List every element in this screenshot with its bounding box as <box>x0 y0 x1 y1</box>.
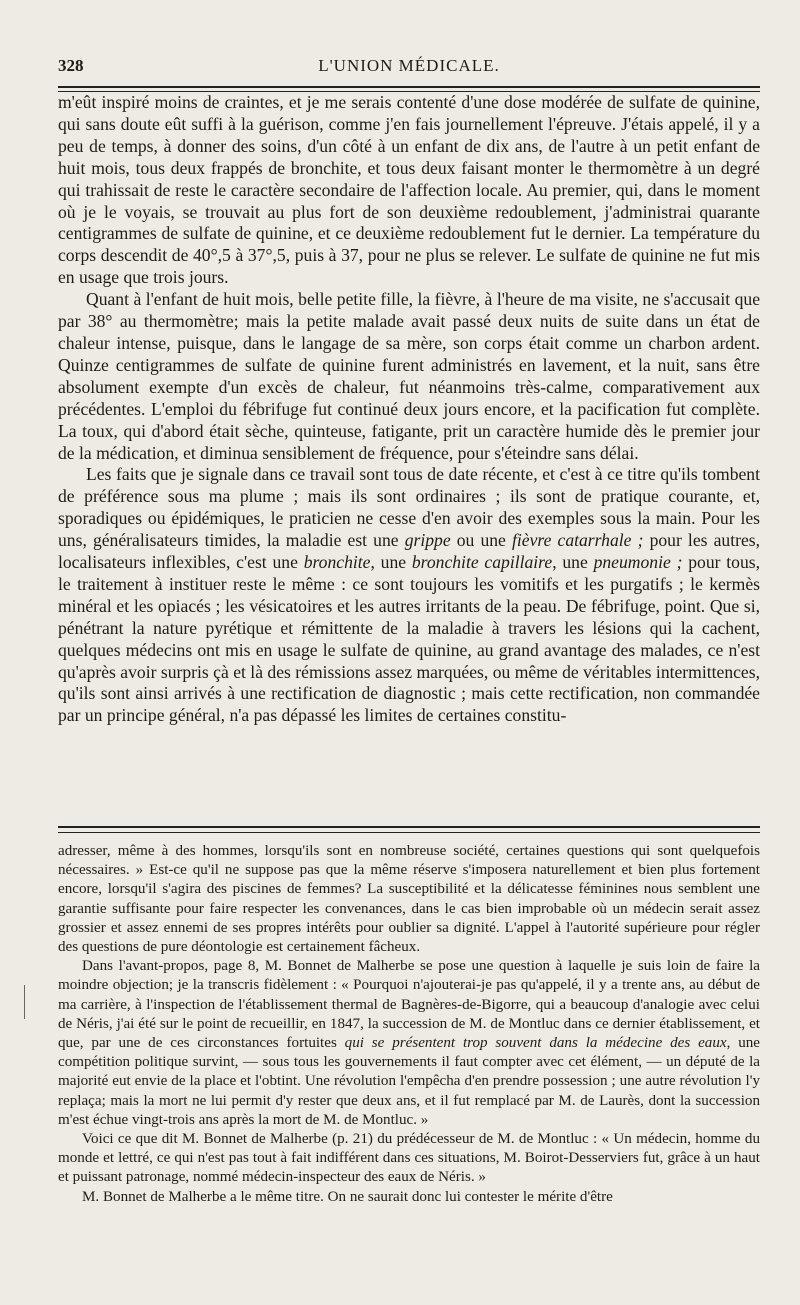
italic-term-bronchite-capillaire: bronchite capillaire <box>411 552 553 573</box>
main-text <box>58 92 760 727</box>
main-paragraph-3 <box>58 464 760 727</box>
italic-quote: qui se présentent trop souvent dans la médecine des eaux <box>344 1035 727 1052</box>
text-run: , une <box>370 552 412 573</box>
text-run: pour les autres, localisateurs inflexibles, c'est une <box>58 530 761 573</box>
main-paragraph-1: m'eût inspiré moins de craintes, et je me serais contenté d'une dose modérée de sulfate de quinine, qui sans doute eût suffi à la guérison, comme j'en fais journellement l'épreuve. J'étais appelé, il y a peu de temps, à donner des soins, d'un côté à un enfant de dix ans, de l'autre à un petit enfant de huit mois, tous deux frappés de bronchite, et tous deux faisant monter le thermomètre à un degré qui trahissait de reste le caractère secondaire de l'affection locale. Au premier, qui, dans le moment où je le voyais, se trouvait au plus fort de son deuxième redoublement, j'administrai quarante centigrammes de sulfate de quinine, et ce deuxième redoublement fut le dernier. La température du corps descendit de 40°,5 à 37°,5, puis à 37, pour ne plus se relever. Le sulfate de quinine ne fut mis en usage que trois jours. <box>58 92 760 288</box>
italic-term-bronchite: bronchite <box>303 552 371 573</box>
text-run: ou une <box>450 530 512 551</box>
text-run: , une compétition politique survint, — sous tous les gouvernements il faut compter avec cet élément, — un député de la majorité eut envie de la place et l'obtint. Une révolution l'empêcha d'en prendre possession ; une autre révolution l'y replaça; mais la mort ne lui permit d'y rester que deux ans, et il fut remplacé par M. de Laurès, dont la succession m'est échue vingt-trois ans après la mort de M. de Montluc. » <box>58 1035 760 1128</box>
main-paragraph-2: Quant à l'enfant de huit mois, belle petite fille, la fièvre, à l'heure de ma visite, ne s'accusait que par 38° au thermomètre; mais la petite malade avait passé deux nuits de suite dans un état de chaleur intense, puisque, dans le langage de sa mère, son corps était comme un charbon ardent. Quinze centigrammes de sulfate de quinine furent administrés en lavement, et la nuit, sans être absolument exempte d'un excès de chaleur, fut néanmoins très-calme, comparativement aux précédentes. L'emploi du fébrifuge fut continué deux jours encore, et la pacification fut complète. La toux, qui d'abord était sèche, quinteuse, fatigante, prit un caractère humide dès le premier jour de la médication, et diminua sensiblement de fréquence, pour s'éteindre sans délai. <box>58 289 760 463</box>
footnote-paragraph-1: adresser, même à des hommes, lorsqu'ils sont en nombreuse société, certaines questions qui sont quelquefois nécessaires. » Est-ce qu'il ne suppose pas que la même réserve s'imposera naturellement et bien plus fortement encore, lorsqu'il s'agira des piscines de femmes? La susceptibilité et la délicatesse féminines nous semblent une garantie suffisante pour faire respecter les convenances, dans le cas bien improbable où un médecin serait assez grossier et assez ennemi de ses propres intérêts pour oublier sa dignité. L'appel à l'autorité supérieure pour régler des questions de pure déontologie est certainement fâcheux. <box>58 843 760 956</box>
italic-term-grippe: grippe <box>404 530 451 551</box>
text-run: pour tous, le traitement à instituer reste le même : ce sont toujours les vomitifs et les purgatifs ; le kermès minéral et les opiacés ; les vésicatoires et les autres irritants de la peau. De fébrifuge, point. Que si, pénétrant la nature pyrétique et rémittente de la maladie à travers les lésions qui la cachent, quelques médecins ont mis en usage le sulfate de quinine, au grand avantage des malades, ce n'est qu'après avoir surpris çà et là des rémissions assez marquées, ou même de véritables intermittences, qu'ils sont ainsi arrivés à une rectification de diagnostic ; mais cette rectification, non commandée par un principe général, n'a pas dépassé les limites de certaines constitu- <box>58 552 760 726</box>
footnote-separator <box>58 826 760 833</box>
text-run: , une <box>552 552 594 573</box>
footnote-paragraph-4: M. Bonnet de Malherbe a le même titre. On ne saurait donc lui contester le mérite d'être <box>82 1188 613 1205</box>
italic-term-fievre: fièvre catarrhale ; <box>512 530 644 551</box>
journal-title: L'UNION MÉDICALE. <box>318 56 500 75</box>
text-run: Les faits que je signale dans ce travail sont tous de date récente, et c'est à ce titre qu'ils tombent de préférence sous ma plume ; mais ils sont ordinaires ; ils sont de pratique courante, et, sporadiques ou épidémiques, le praticien ne cesse d'en avoir des exemples sous la main. Pour les uns, généralisateurs timides, la maladie est une <box>58 464 760 551</box>
footnote-paragraph-2 <box>58 957 760 1130</box>
italic-term-pneumonie: pneumonie ; <box>593 552 683 573</box>
text-run: Dans l'avant-propos, page 8, M. Bonnet de Malherbe se pose une question à laquelle je suis loin de faire la moindre objection; je la transcris fidèlement : « Pourquoi n'ajouterai-je pas qu'appelé, il y a trente ans, au début de ma carrière, à l'inspection de l'établissement thermal de Bagnères-de-Bigorre, qui a beaucoup d'analogie avec celui de Néris, j'ai été sur le point de recueillir, en 1847, la succession de M. de Montluc dans ce dernier établissement, et que, par une de ces circonstances fortuites <box>58 958 760 1052</box>
running-head <box>58 56 760 78</box>
margin-mark <box>24 985 25 1019</box>
footnote-text <box>58 842 760 1207</box>
page-number: 328 <box>58 56 84 75</box>
footnote-paragraph-3: Voici ce que dit M. Bonnet de Malherbe (p. 21) du prédécesseur de M. de Montluc : « Un médecin, homme du monde et lettré, ce qui n'est pas tout à fait indifférent dans ces situations, M. Boirot-Desserviers fut, grâce à un haut et puissant patronage, nommé médecin-inspecteur des eaux de Néris. » <box>58 1131 760 1186</box>
